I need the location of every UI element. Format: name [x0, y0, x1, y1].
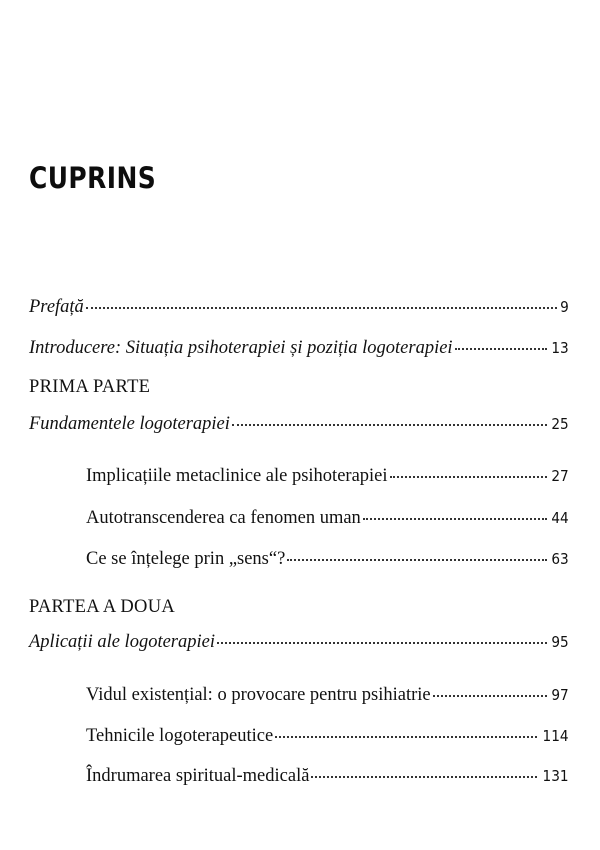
toc-entry-chapter[interactable] — [86, 462, 569, 485]
dot-leader — [275, 722, 537, 741]
toc-page-number: 27 — [551, 466, 569, 485]
toc-entry-part2-title[interactable] — [29, 628, 569, 651]
toc-page-number: 44 — [551, 508, 569, 527]
toc-page-number: 95 — [551, 632, 569, 651]
toc-page-number: 25 — [551, 414, 569, 433]
toc-entry-label: Introducere: Situația psihoterapiei și poziția logoterapiei — [29, 337, 453, 358]
dot-leader — [287, 545, 547, 564]
toc-entry-label: Prefață — [29, 296, 84, 317]
toc-page-number: 63 — [551, 549, 569, 568]
toc-entry-prefata[interactable] — [29, 293, 569, 316]
toc-page-number: 114 — [542, 726, 569, 745]
toc-entry-chapter[interactable] — [86, 504, 569, 527]
toc-entry-label: Autotranscenderea ca fenomen uman — [86, 507, 361, 528]
part-heading-1: PRIMA PARTE — [29, 377, 151, 397]
toc-entry-chapter[interactable] — [86, 722, 569, 745]
dot-leader — [86, 293, 557, 312]
toc-page-number: 97 — [551, 685, 569, 704]
toc-entry-part1-title[interactable] — [29, 410, 569, 433]
dot-leader — [433, 681, 548, 700]
dot-leader — [232, 410, 547, 429]
dot-leader — [363, 504, 547, 523]
toc-entry-label: Îndrumarea spiritual-medicală — [86, 765, 310, 786]
dot-leader — [455, 334, 548, 353]
toc-entry-chapter[interactable] — [86, 762, 569, 785]
toc-entry-introducere[interactable] — [29, 334, 569, 357]
toc-entry-chapter[interactable] — [86, 681, 569, 704]
toc-entry-label: Implicațiile metaclinice ale psihoterapiei — [86, 465, 388, 486]
dot-leader — [311, 762, 537, 781]
dot-leader — [217, 628, 547, 647]
toc-entry-label: Ce se înțelege prin „sens“? — [86, 548, 286, 569]
toc-page-number: 13 — [551, 338, 569, 357]
toc-entry-chapter[interactable] — [86, 545, 569, 568]
toc-entry-label: Aplicații ale logoterapiei — [29, 631, 215, 652]
toc-page-number: 9 — [560, 297, 569, 316]
toc-entry-label: Tehnicile logoterapeutice — [86, 725, 274, 746]
toc-entry-label: Fundamentele logoterapiei — [29, 413, 230, 434]
dot-leader — [390, 462, 548, 481]
toc-page-number: 131 — [542, 766, 569, 785]
toc-entry-label: Vidul existențial: o provocare pentru psihiatrie — [86, 684, 431, 705]
page-title: CUPRINS — [29, 161, 157, 195]
part-heading-2: PARTEA A DOUA — [29, 597, 176, 617]
